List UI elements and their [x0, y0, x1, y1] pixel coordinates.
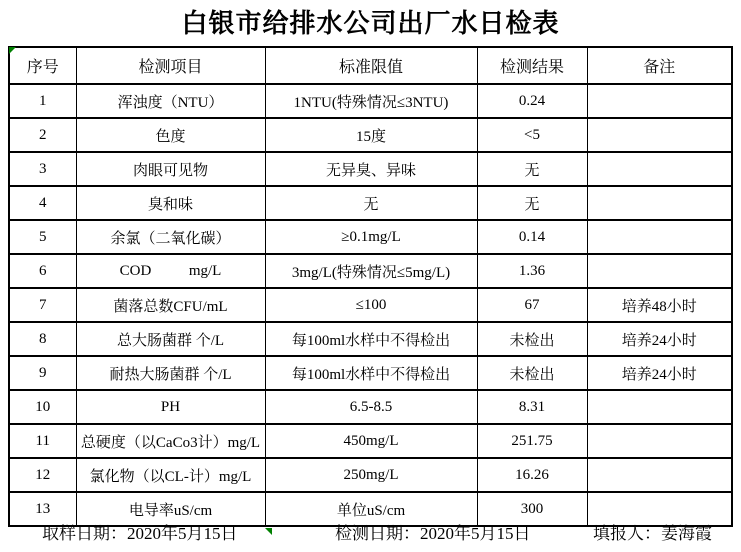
cell-limit: 单位uS/cm [265, 492, 477, 526]
cell-limit: 每100ml水样中不得检出 [265, 322, 477, 356]
cell-item: 臭和味 [76, 186, 265, 220]
table-row [9, 118, 732, 152]
table-row [9, 186, 732, 220]
cell-note: 培养48小时 [587, 288, 732, 322]
cell-result: 0.24 [477, 84, 587, 118]
cell-result: <5 [477, 118, 587, 152]
water-quality-table [8, 46, 733, 527]
cell-note [587, 424, 732, 458]
cell-no: 8 [9, 322, 76, 356]
cell-limit: 3mg/L(特殊情况≤5mg/L) [265, 254, 477, 288]
cell-item: 色度 [76, 118, 265, 152]
cell-limit: 无异臭、异味 [265, 152, 477, 186]
cell-note [587, 220, 732, 254]
col-header-no: 序号 [9, 47, 76, 84]
cell-note [587, 458, 732, 492]
table-row [9, 458, 732, 492]
cell-result: 251.75 [477, 424, 587, 458]
sample-date-label: 取样日期：2020年5月15日 [42, 524, 238, 543]
cell-item: COD mg/L [76, 254, 265, 288]
cell-result: 1.36 [477, 254, 587, 288]
cell-limit: 无 [265, 186, 477, 220]
cell-item: 浑浊度（NTU） [76, 84, 265, 118]
cell-result: 未检出 [477, 356, 587, 390]
header-row [9, 47, 732, 84]
col-header-note: 备注 [587, 47, 732, 84]
cell-result: 67 [477, 288, 587, 322]
cell-no: 2 [9, 118, 76, 152]
cell-result: 8.31 [477, 390, 587, 424]
table-row [9, 254, 732, 288]
green-bottom-marker-icon [265, 528, 272, 535]
cell-item: 总大肠菌群 个/L [76, 322, 265, 356]
page-title: 白银市给排水公司出厂水日检表 [181, 9, 560, 39]
cell-result: 无 [477, 186, 587, 220]
table-row [9, 288, 732, 322]
cell-no: 9 [9, 356, 76, 390]
cell-result: 16.26 [477, 458, 587, 492]
cell-no: 1 [9, 84, 76, 118]
cell-no: 7 [9, 288, 76, 322]
cell-note [587, 118, 732, 152]
table-body [9, 84, 732, 526]
cell-no: 3 [9, 152, 76, 186]
cell-note [587, 84, 732, 118]
reporter-label: 填报人：姜海霞 [593, 524, 712, 543]
table-row [9, 152, 732, 186]
cell-item: 余氯（二氧化碳） [76, 220, 265, 254]
table-row [9, 492, 732, 526]
table-row [9, 220, 732, 254]
cell-no: 6 [9, 254, 76, 288]
cell-result: 未检出 [477, 322, 587, 356]
cell-result: 0.14 [477, 220, 587, 254]
cell-result: 300 [477, 492, 587, 526]
cell-limit: ≤100 [265, 288, 477, 322]
cell-no: 10 [9, 390, 76, 424]
cell-no: 12 [9, 458, 76, 492]
cell-note: 培养24小时 [587, 322, 732, 356]
table-header [9, 47, 732, 84]
cell-no: 13 [9, 492, 76, 526]
cell-limit: ≥0.1mg/L [265, 220, 477, 254]
cell-note: 培养24小时 [587, 356, 732, 390]
test-date-label: 检测日期：2020年5月15日 [335, 524, 531, 543]
cell-item: 电导率uS/cm [76, 492, 265, 526]
cell-limit: 250mg/L [265, 458, 477, 492]
cell-no: 4 [9, 186, 76, 220]
table-row [9, 390, 732, 424]
col-header-result: 检测结果 [477, 47, 587, 84]
cell-note [587, 186, 732, 220]
cell-limit: 450mg/L [265, 424, 477, 458]
cell-item: 氯化物（以CL-计）mg/L [76, 458, 265, 492]
cell-limit: 15度 [265, 118, 477, 152]
table-row [9, 322, 732, 356]
cell-note [587, 390, 732, 424]
table-row [9, 356, 732, 390]
table-row [9, 424, 732, 458]
cell-limit: 6.5-8.5 [265, 390, 477, 424]
cell-item: PH [76, 390, 265, 424]
cell-note [587, 152, 732, 186]
cell-no: 11 [9, 424, 76, 458]
cell-limit: 1NTU(特殊情况≤3NTU) [265, 84, 477, 118]
cell-item: 肉眼可见物 [76, 152, 265, 186]
table-row [9, 84, 732, 118]
cell-note [587, 492, 732, 526]
cell-result: 无 [477, 152, 587, 186]
green-corner-marker-icon [9, 47, 16, 54]
cell-item: 菌落总数CFU/mL [76, 288, 265, 322]
col-header-limit: 标准限值 [265, 47, 477, 84]
cell-limit: 每100ml水样中不得检出 [265, 356, 477, 390]
col-header-item: 检测项目 [76, 47, 265, 84]
cell-item: 耐热大肠菌群 个/L [76, 356, 265, 390]
cell-item: 总硬度（以CaCo3计）mg/L [76, 424, 265, 458]
cell-note [587, 254, 732, 288]
cell-no: 5 [9, 220, 76, 254]
